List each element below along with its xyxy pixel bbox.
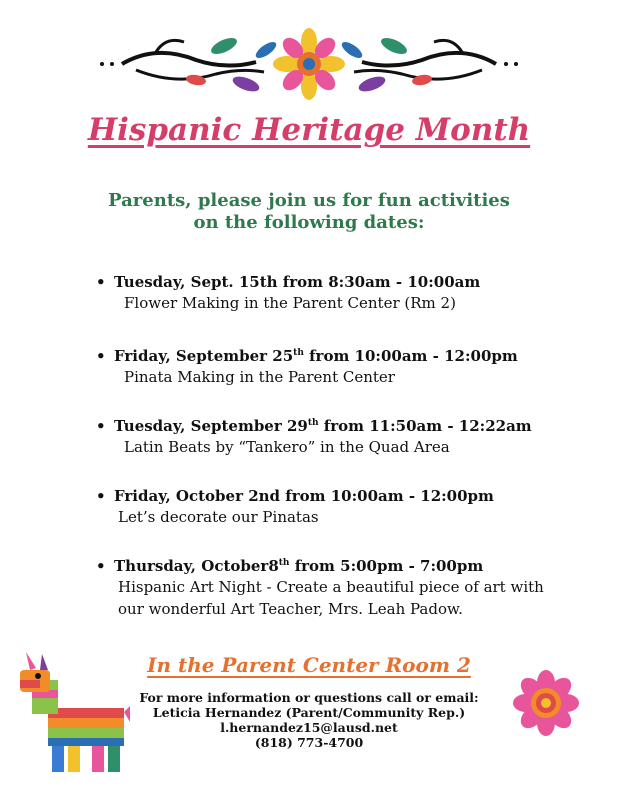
subtitle-line-2: on the following dates: — [193, 212, 425, 233]
invitation-subtitle — [0, 190, 618, 234]
event-description: Hispanic Art Night - Create a beautiful piece of art with — [118, 578, 544, 596]
event-location: In the Parent Center Room 2 — [147, 653, 471, 677]
event-datetime: • Friday, September 25th from 10:00am - 12:00pm — [96, 346, 586, 366]
pinata-donkey-icon — [18, 650, 130, 778]
event-item — [96, 346, 586, 388]
contact-phone: (818) 773-4700 — [254, 735, 364, 750]
flower-icon — [513, 670, 579, 736]
event-description: Latin Beats by “Tankero” in the Quad Area — [124, 438, 450, 456]
event-description: Flower Making in the Parent Center (Rm 2) — [124, 294, 456, 312]
contact-intro: For more information or questions call or email: — [139, 690, 479, 705]
event-item — [96, 486, 586, 528]
event-item — [96, 556, 586, 620]
event-description: Pinata Making in the Parent Center — [124, 368, 395, 386]
event-item — [96, 272, 586, 314]
event-item — [96, 416, 586, 458]
contact-name: Leticia Hernandez (Parent/Community Rep.) — [152, 705, 466, 720]
subtitle-line-1: Parents, please join us for fun activities — [108, 190, 510, 211]
event-datetime: • Friday, October 2nd from 10:00am - 12:00pm — [96, 486, 586, 506]
event-datetime: • Tuesday, Sept. 15th from 8:30am - 10:00am — [96, 272, 586, 292]
page-title: Hispanic Heritage Month — [87, 112, 531, 148]
contact-email: l.hernandez15@lausd.net — [220, 720, 398, 735]
event-datetime: • Thursday, October8th from 5:00pm - 7:00pm — [96, 556, 586, 576]
event-description-continued: our wonderful Art Teacher, Mrs. Leah Padow. — [118, 600, 463, 618]
floral-ornament-icon — [96, 24, 522, 104]
event-datetime: • Tuesday, September 29th from 11:50am - 12:22am — [96, 416, 586, 436]
event-description: Let’s decorate our Pinatas — [118, 508, 319, 526]
